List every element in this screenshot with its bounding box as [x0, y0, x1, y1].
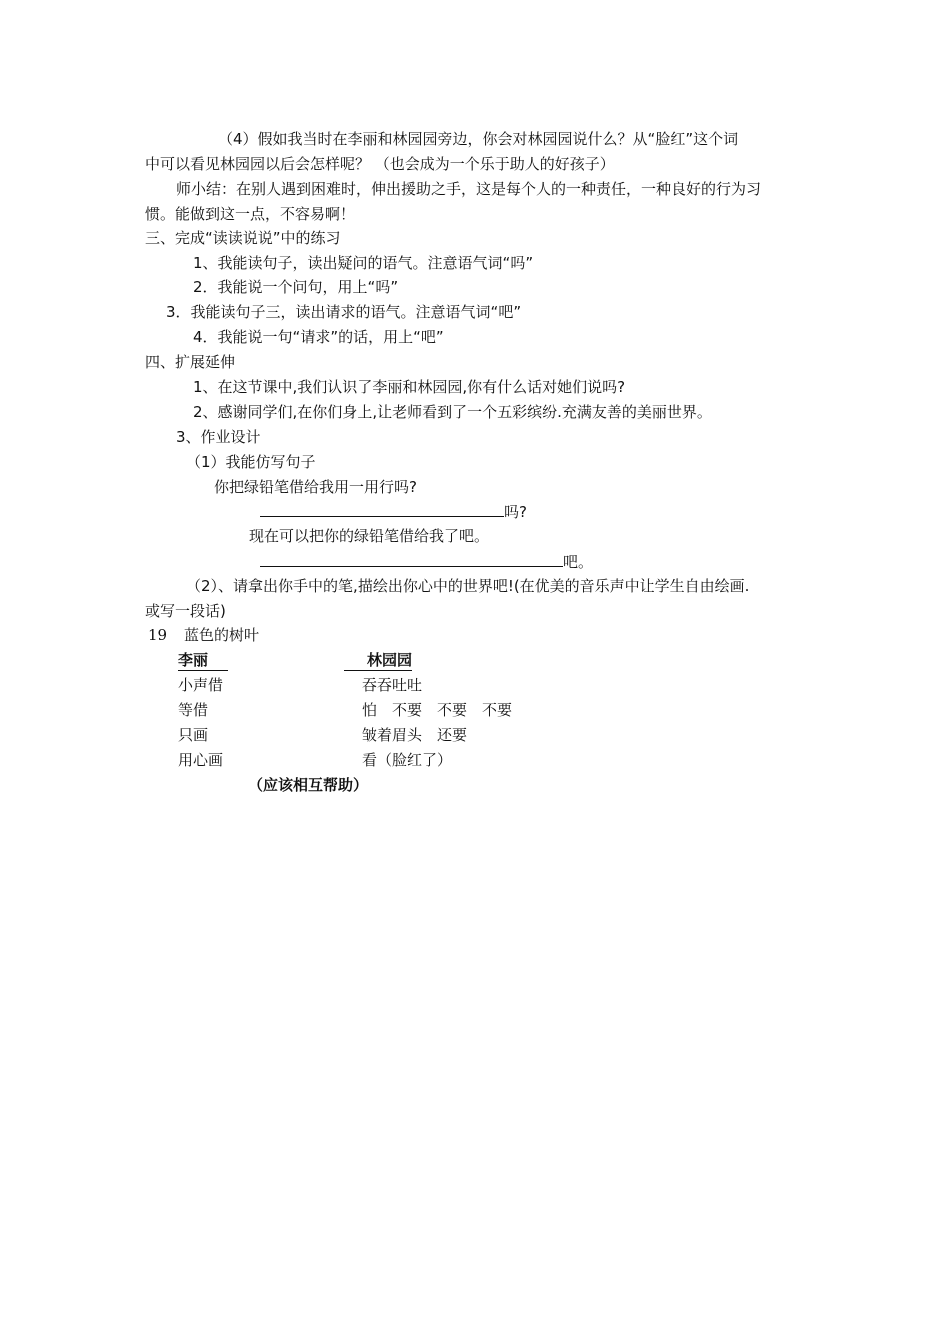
- homework-2-line-1: （2）、请拿出你手中的笔,描绘出你心中的世界吧!(在优美的音乐声中让学生自由绘画.: [186, 577, 750, 595]
- homework-2-line-2: 或写一段话): [145, 602, 226, 620]
- board-row-left: 只画: [178, 726, 209, 744]
- homework-1-example-2: 现在可以把你的绿铅笔借给我了吧。: [249, 527, 490, 545]
- homework-1-example-1: 你把绿铅笔借给我用一用行吗?: [214, 478, 417, 496]
- q4-line-2: 中可以看见林园园以后会怎样呢？ （也会成为一个乐于助人的好孩子）: [145, 155, 615, 173]
- board-row-right: 吞吞吐吐: [362, 676, 423, 694]
- teacher-summary-line-2: 惯。能做到这一点，不容易啊！: [145, 205, 356, 223]
- column-header-lin-yuanyuan: 林园园: [344, 650, 412, 671]
- fill-in-line: [260, 551, 563, 567]
- column-header-li-li: 李丽: [178, 650, 228, 671]
- section-4-item-3: 3、作业设计: [176, 428, 261, 446]
- board-row-right: 怕 不要 不要 不要: [362, 701, 513, 719]
- blank-1-ending: 吗?: [504, 503, 527, 521]
- teacher-summary-line-1: 师小结：在别人遇到困难时，伸出援助之手，这是每个人的一种责任，一种良好的行为习: [176, 180, 762, 198]
- board-conclusion: （应该相互帮助）: [248, 776, 369, 794]
- q4-line-1: （4）假如我当时在李丽和林园园旁边，你会对林园园说什么？从“脸红”这个词: [218, 130, 739, 148]
- section-3-item-3: 3．我能读句子三，读出请求的语气。注意语气词“吧”: [166, 303, 522, 321]
- homework-1-blank-2: [260, 551, 593, 572]
- section-3-item-2: 2．我能说一个问句，用上“吗”: [193, 278, 399, 296]
- homework-1-heading: （1）我能仿写句子: [186, 453, 316, 471]
- section-4-item-1: 1、在这节课中,我们认识了李丽和林园园,你有什么话对她们说吗?: [193, 378, 626, 396]
- section-4-item-2: 2、感谢同学们,在你们身上,让老师看到了一个五彩缤纷.充满友善的美丽世界。: [193, 403, 712, 421]
- blank-2-ending: 吧。: [563, 553, 594, 571]
- board-row-left: 小声借: [178, 676, 224, 694]
- section-3-item-4: 4．我能说一句“请求”的话，用上“吧”: [193, 328, 444, 346]
- fill-in-line: [260, 501, 504, 517]
- board-row-left: 用心画: [178, 751, 224, 769]
- section-4-heading: 四、扩展延伸: [145, 353, 236, 371]
- board-row-right: 皱着眉头 还要: [362, 726, 468, 744]
- board-row-left: 等借: [178, 701, 209, 719]
- lesson-number: 19: [148, 626, 168, 644]
- homework-1-blank-1: [260, 501, 527, 522]
- board-row-right: 看（脸红了）: [362, 751, 453, 769]
- section-3-item-1: 1、我能读句子，读出疑问的语气。注意语气词“吗”: [193, 254, 534, 272]
- lesson-title: 蓝色的树叶: [184, 626, 260, 644]
- section-3-heading: 三、完成“读读说说”中的练习: [145, 229, 341, 247]
